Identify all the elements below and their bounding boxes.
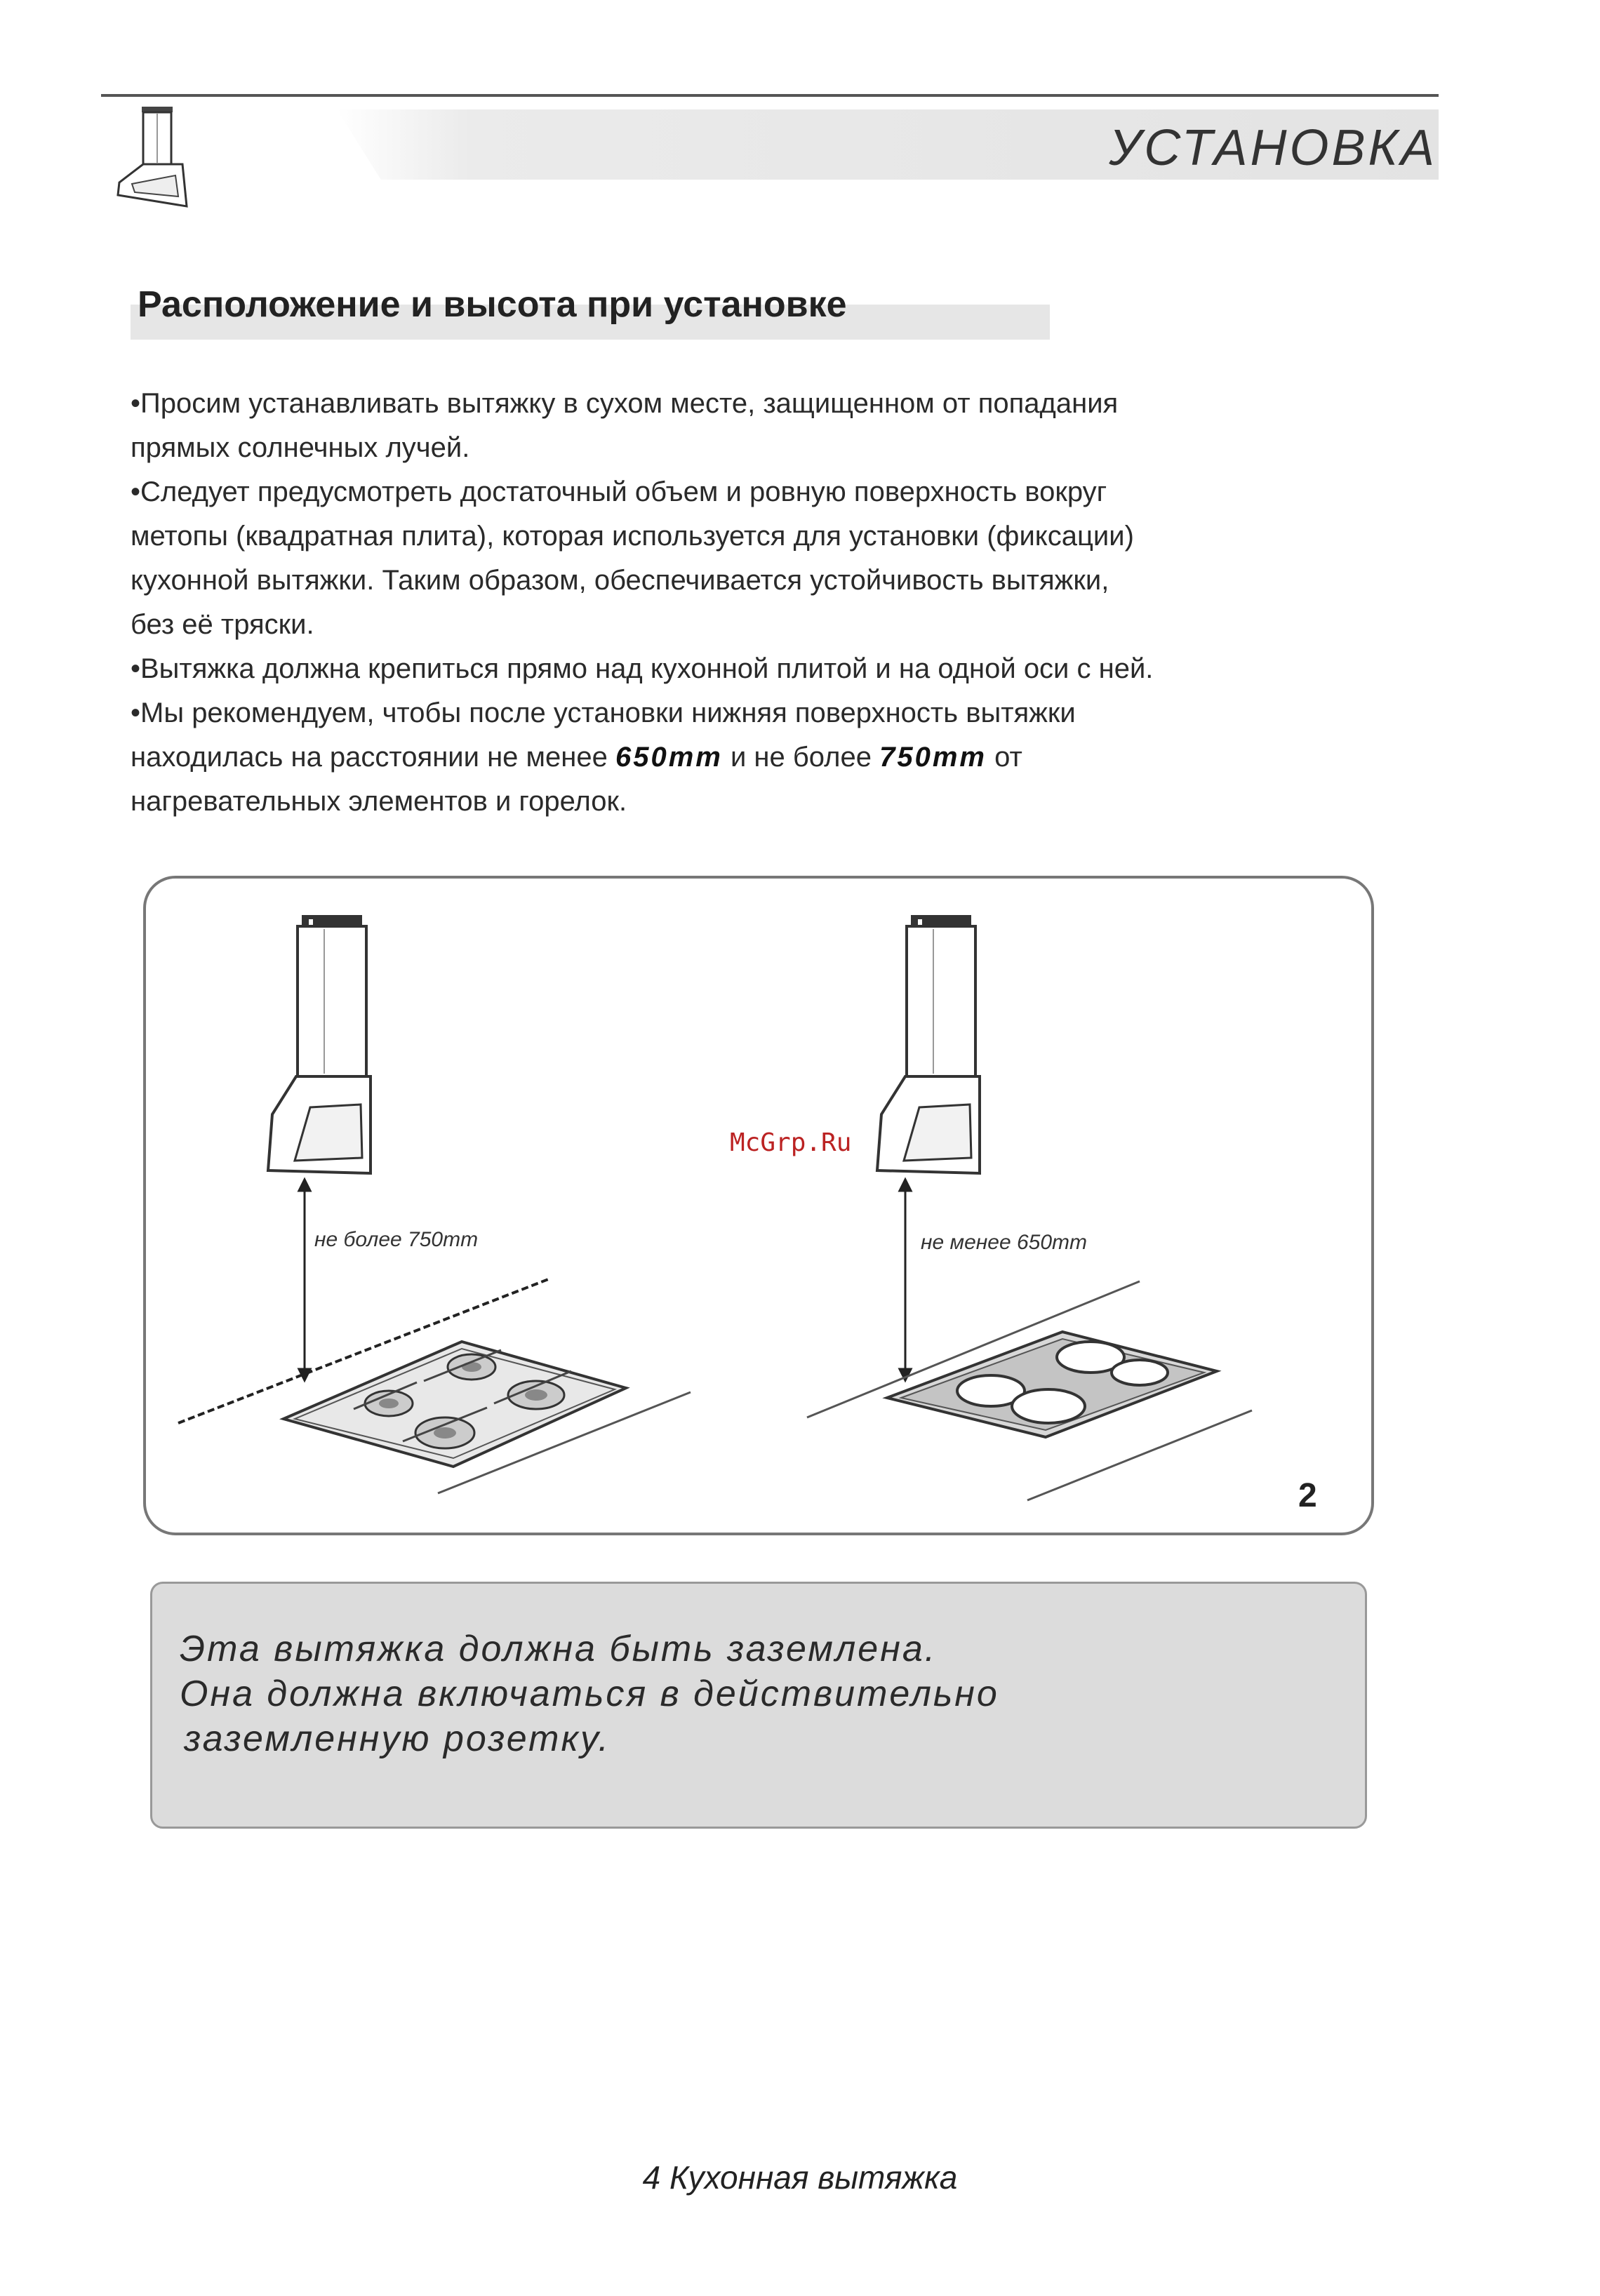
instructions-text	[131, 382, 1415, 824]
instruction-line: кухонной вытяжки. Таким образом, обеспечивается устойчивость вытяжки,	[131, 565, 1109, 596]
text-fragment: от	[986, 742, 1022, 773]
header-rule	[101, 94, 1439, 97]
gas-cooktop	[284, 1342, 626, 1467]
page-title: УСТАНОВКА	[1109, 120, 1437, 176]
instruction-line: •Просим устанавливать вытяжку в сухом месте, защищенном от попадания	[131, 388, 1119, 419]
warning-line: Она должна включаться в действительно	[180, 1674, 999, 1714]
instruction-line: •Следует предусмотреть достаточный объем и ровную поверхность вокруг	[131, 476, 1107, 507]
min-height-label: не менее 650mm	[921, 1231, 1088, 1254]
instruction-line: •Вытяжка должна крепиться прямо над кухонной плитой и на одной оси с ней.	[131, 653, 1154, 684]
text-fragment: находилась на расстоянии не менее	[131, 742, 615, 773]
text-fragment: и не более	[722, 742, 880, 773]
watermark: McGrp.Ru	[730, 1128, 852, 1157]
right-range-hood	[877, 915, 980, 1173]
instruction-line: метопы (квадратная плита), которая используется для установки (фиксации)	[131, 521, 1134, 552]
left-range-hood	[268, 915, 371, 1173]
section-title: Расположение и высота при установке	[138, 284, 847, 325]
ceramic-cooktop	[887, 1332, 1217, 1437]
grounding-warning-text	[180, 1627, 999, 1761]
page-footer: 4 Кухонная вытяжка	[642, 2159, 958, 2196]
instruction-line: без её тряски.	[131, 609, 314, 640]
installation-diagram	[143, 876, 1374, 1535]
instruction-line: •Мы рекомендуем, чтобы после установки нижняя поверхность вытяжки	[131, 698, 1076, 728]
warning-line: заземленную розетку.	[184, 1718, 611, 1759]
instruction-line: нагревательных элементов и горелок.	[131, 786, 627, 817]
instruction-line-distances	[131, 735, 1415, 780]
figure-number: 2	[1298, 1477, 1317, 1514]
max-distance-value: 750mm	[879, 742, 987, 773]
warning-line: Эта вытяжка должна быть заземлена.	[180, 1629, 938, 1669]
min-distance-value: 650mm	[615, 742, 723, 773]
range-hood-icon	[114, 104, 198, 216]
max-height-label: не более 750mm	[314, 1228, 479, 1251]
instruction-line: прямых солнечных лучей.	[131, 432, 470, 463]
